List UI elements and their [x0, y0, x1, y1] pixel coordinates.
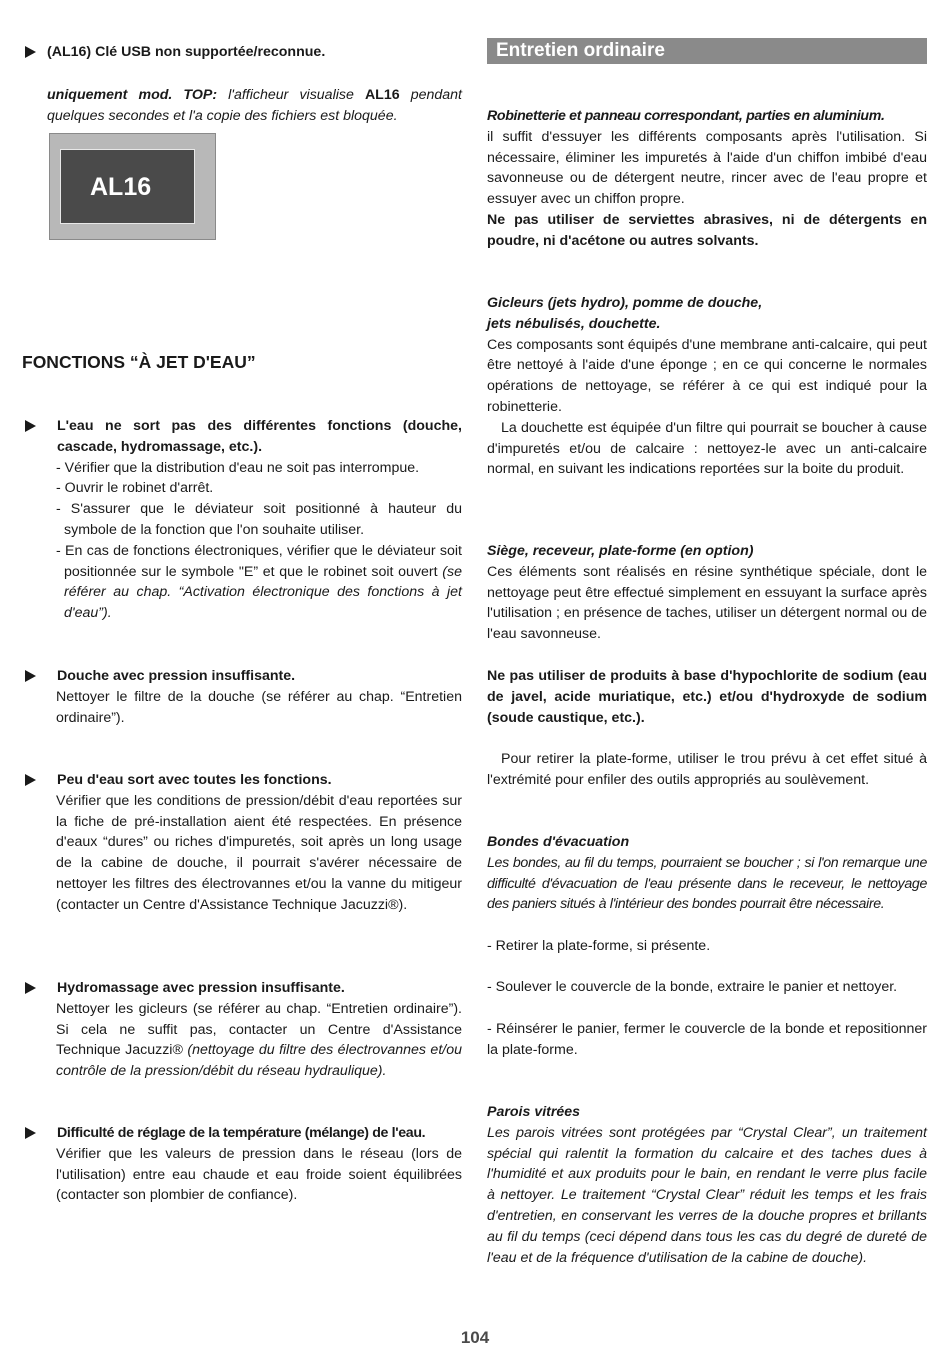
item-body: Vérifier que les conditions de pression/débit d'eau reportées sur la fiche de pré-installation aient été respectées. En présence d'eaux “dures” ou riches d'impuretés, soit après un long usage de la cabine de douche, il pourrait s'avérer nécessaire de nettoyer les filtres des électrovannes et/ou la vanne du mitigeur (contacter un Centre d'Assistance Technique Jacuzzi®).: [56, 792, 462, 913]
item-dash: - Ouvrir le robinet d'arrêt.: [56, 480, 214, 497]
siege-section: [487, 541, 927, 645]
parois-section: [487, 1102, 927, 1268]
robinetterie-body: il suffit d'essuyer les différents composants après l'utilisation. Si nécessaire, éliminer les impuretés à l'aide d'un chiffon imbibé d'eau savonneuse ou de détergent neutre, rincer avec de l'eau propre et essuyer avec un chiffon propre.: [487, 128, 927, 208]
robinetterie-title: Robinetterie et panneau correspondant, parties en aluminium.: [487, 108, 885, 124]
bullet-triangle-icon: [25, 982, 36, 994]
robinetterie-section: [487, 106, 927, 252]
parois-title: Parois vitrées: [487, 1104, 581, 1120]
gicleurs-section: [487, 293, 927, 480]
al16-note-suffix: pendant quelques secondes et l'a copie des fichiers est bloquée.: [47, 87, 462, 124]
section-title-water-functions: FONCTIONS “À JET D'EAU”: [22, 352, 256, 372]
al16-display-screen: AL16: [60, 149, 195, 224]
al16-display-image: [49, 133, 216, 240]
bondes-intro: Les bondes, au fil du temps, pourraient se boucher ; si l'on remarque une difficulté d'évacuation de l'eau présente dans le receveur, le nettoyage des paniers situés à l'intérieur des bondes pourrait être nécessaire.: [487, 854, 927, 913]
siege-removal: Pour retirer la plate-forme, utiliser le trou prévu à cet effet situé à l'extrémité pour enfiler des outils appropriés au soulèvement.: [487, 751, 927, 788]
gicleurs-body2: La douchette est équipée d'un filtre qui pourrait se boucher à cause d'impuretés et/ou de calcaire : nettoyez-le avec un anti-calcaire normal, en suivant les indications reportées sur la boite du produit.: [487, 419, 927, 478]
item-dash-italic: (se référer au chap. “Activation électronique des fonctions à jet d'eau”).: [64, 563, 462, 622]
bullet-triangle-icon: [25, 420, 36, 432]
bullet-triangle-icon: [25, 670, 36, 682]
siege-body: Ces éléments sont réalisés en résine synthétique spéciale, dont le nettoyage peut être effectué simplement en essuyant la surface après l'utilisation ; en présence de taches, utiliser un détergent normal ou de l'eau savonneuse.: [487, 563, 927, 643]
bullet-triangle-icon: [25, 774, 36, 786]
al16-title: (AL16) Clé USB non supportée/reconnue.: [47, 44, 326, 60]
siege-removal-block: [487, 749, 927, 791]
item-dash: - Vérifier que la distribution d'eau ne soit pas interrompue.: [56, 459, 420, 476]
troubleshoot-item: [22, 666, 462, 728]
troubleshoot-item: [22, 770, 462, 916]
al16-alarm: [22, 42, 462, 63]
item-title: Peu d'eau sort avec toutes les fonctions.: [57, 772, 332, 788]
al16-note-mid: l'afficheur visualise: [217, 87, 365, 103]
item-title: Hydromassage avec pression insuffisante.: [57, 980, 345, 996]
bondes-step: - Soulever le couvercle de la bonde, extraire le panier et nettoyer.: [487, 979, 898, 995]
al16-note-code: AL16: [364, 87, 400, 103]
item-body: Vérifier que les valeurs de pression dans le réseau (lors de l'utilisation) entre eau chaude et eau froide soient équilibrées (contacter son plombier de confiance).: [56, 1145, 462, 1204]
al16-note: [22, 85, 462, 127]
item-title: Douche avec pression insuffisante.: [57, 668, 296, 684]
bullet-triangle-icon: [25, 1127, 36, 1139]
item-body: Nettoyer les gicleurs (se référer au chap. “Entretien ordinaire”). Si cela ne suffit pas, contacter un Centre d'Assistance Technique Jacuzzi® (nettoyage du filtre des électrovannes et/ou contrôle de la pression/débit du réseau hydraulique).: [56, 1000, 462, 1080]
gicleurs-title-line1: Gicleurs (jets hydro), pomme de douche,: [487, 295, 763, 311]
robinetterie-warning: Ne pas utiliser de serviettes abrasives, ni de détergents en poudre, ni d'acétone ou autres solvants.: [487, 211, 927, 249]
al16-note-prefix: uniquement mod. TOP:: [47, 87, 218, 103]
troubleshoot-item: [22, 1123, 462, 1206]
item-dash: - En cas de fonctions électroniques, vérifier que le déviateur soit positionnée sur le symbole "E” et que le robinet soit ouvert (se référer au chap. “Activation électronique des fonctions à jet d'eau”).: [56, 542, 462, 622]
item-body-italic: (nettoyage du filtre des électrovannes et/ou contrôle de la pression/débit du réseau hydraulique).: [56, 1042, 462, 1080]
bondes-step: - Réinsérer le panier, fermer le couvercle de la bonde et repositionner la plate-forme.: [487, 1021, 927, 1058]
item-body: Nettoyer le filtre de la douche (se référer au chap. “Entretien ordinaire”).: [56, 688, 462, 726]
bullet-triangle-icon: [25, 46, 36, 58]
item-title: L'eau ne sort pas des différentes fonctions (douche, cascade, hydromassage, etc.).: [57, 418, 462, 455]
siege-warning-block: [487, 666, 927, 728]
gicleurs-body1: Ces composants sont équipés d'une membrane anti-calcaire, qui peut être nettoyé à l'aide d'une éponge ; en ce qui concerne le normales opérations de nettoyage, se référer à ce qui est indiqué pour la robinetterie.: [487, 336, 927, 415]
parois-body: Les parois vitrées sont protégées par “Crystal Clear”, un traitement spécial qui ralentit la formation du calcaire et des taches dues à l'humidité et aux produits pour le bain, en rendant le verre plus facile à nettoyer. Le traitement “Crystal Clear” réduit les temps et les frais d'entretien, en conservant les verres de la douche propres et brillants au fil du temps (ceci dépend dans tous les cas du degré de dureté de l'eau et de la fréquence d'utilisation de la cabine de douche).: [487, 1124, 927, 1266]
item-dash: - S'assurer que le déviateur soit positionné à hauteur du symbole de la fonction que l'on souhaite utiliser.: [56, 501, 462, 538]
troubleshoot-item: [22, 978, 462, 1082]
siege-warning: Ne pas utiliser de produits à base d'hypochlorite de sodium (eau de javel, acide muriatique, etc.) et/ou d'hydroxyde de sodium (soude caustique, etc.).: [487, 668, 927, 726]
section-header-maintenance: Entretien ordinaire: [487, 38, 927, 64]
siege-title: Siège, receveur, plate-forme (en option): [487, 543, 754, 559]
item-title: Difficulté de réglage de la température (mélange) de l'eau.: [57, 1125, 426, 1141]
bondes-step: - Retirer la plate-forme, si présente.: [487, 938, 711, 954]
bondes-title: Bondes d'évacuation: [487, 834, 630, 850]
troubleshoot-item: [22, 416, 462, 624]
bondes-section: [487, 832, 927, 915]
page-number: 104: [460, 1328, 490, 1347]
gicleurs-title-line2: jets nébulisés, douchette.: [487, 315, 661, 332]
